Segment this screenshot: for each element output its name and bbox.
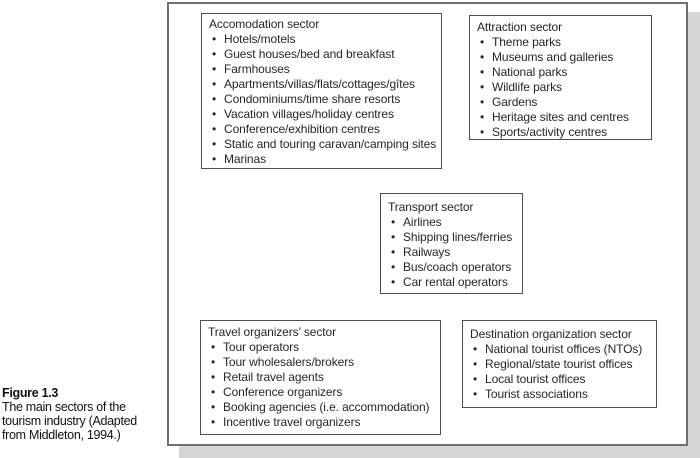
sector-item: • Bus/coach operators	[388, 260, 517, 275]
sector-item: • Condominiums/time share resorts	[209, 92, 436, 107]
sector-item-list	[470, 342, 651, 402]
sector-box-transport	[380, 193, 523, 294]
sector-item: • Retail travel agents	[208, 370, 435, 385]
sector-item-list	[209, 32, 436, 167]
sector-item: • Sports/activity centres	[477, 125, 646, 140]
sector-item: • Farmhouses	[209, 62, 436, 77]
sector-item: • Gardens	[477, 95, 646, 110]
sector-item: • Vacation villages/holiday centres	[209, 107, 436, 122]
sector-item-list	[388, 215, 517, 290]
sector-item: • Heritage sites and centres	[477, 110, 646, 125]
sector-item-list	[477, 35, 646, 140]
sector-item: • Shipping lines/ferries	[388, 230, 517, 245]
sector-item: • Conference/exhibition centres	[209, 122, 436, 137]
sector-item: • Marinas	[209, 152, 436, 167]
sector-title: Travel organizers’ sector	[208, 325, 336, 339]
figure-caption	[2, 386, 164, 442]
sector-title: Transport sector	[388, 200, 474, 214]
sector-item-list	[208, 340, 435, 430]
sector-item: • Railways	[388, 245, 517, 260]
sector-item: • Conference organizers	[208, 385, 435, 400]
sector-item: • National tourist offices (NTOs)	[470, 342, 651, 357]
figure-caption-line: tourism industry (Adapted	[2, 414, 137, 428]
sector-item: • Guest houses/bed and breakfast	[209, 47, 436, 62]
sector-item: • Local tourist offices	[470, 372, 651, 387]
sector-box-accommodation	[201, 13, 442, 169]
sector-title: Destination organization sector	[470, 327, 632, 341]
sector-item: • Wildlife parks	[477, 80, 646, 95]
sector-item: • Booking agencies (i.e. accommodation)	[208, 400, 435, 415]
figure-caption-label: Figure 1.3	[2, 386, 59, 400]
sector-item: • Tourist associations	[470, 387, 651, 402]
sector-item: • Static and touring caravan/camping sites	[209, 137, 436, 152]
sector-title: Accomodation sector	[209, 17, 320, 31]
sector-box-attraction	[469, 15, 652, 140]
sector-item: • Car rental operators	[388, 275, 517, 290]
figure-caption-line: from Middleton, 1994.)	[2, 428, 121, 442]
figure-caption-line: The main sectors of the	[2, 400, 126, 414]
sector-item: • Apartments/villas/flats/cottages/gîtes	[209, 77, 436, 92]
sector-item: • Tour operators	[208, 340, 435, 355]
sector-item: • Theme parks	[477, 35, 646, 50]
sector-title: Attraction sector	[477, 20, 563, 34]
sector-box-destination-organization	[462, 320, 657, 408]
sector-item: • Museums and galleries	[477, 50, 646, 65]
sector-item: • Airlines	[388, 215, 517, 230]
sector-box-travel-organizers	[200, 320, 441, 435]
sector-item: • Regional/state tourist offices	[470, 357, 651, 372]
sector-item: • Hotels/motels	[209, 32, 436, 47]
sector-item: • Incentive travel organizers	[208, 415, 435, 430]
sector-item: • Tour wholesalers/brokers	[208, 355, 435, 370]
sector-item: • National parks	[477, 65, 646, 80]
